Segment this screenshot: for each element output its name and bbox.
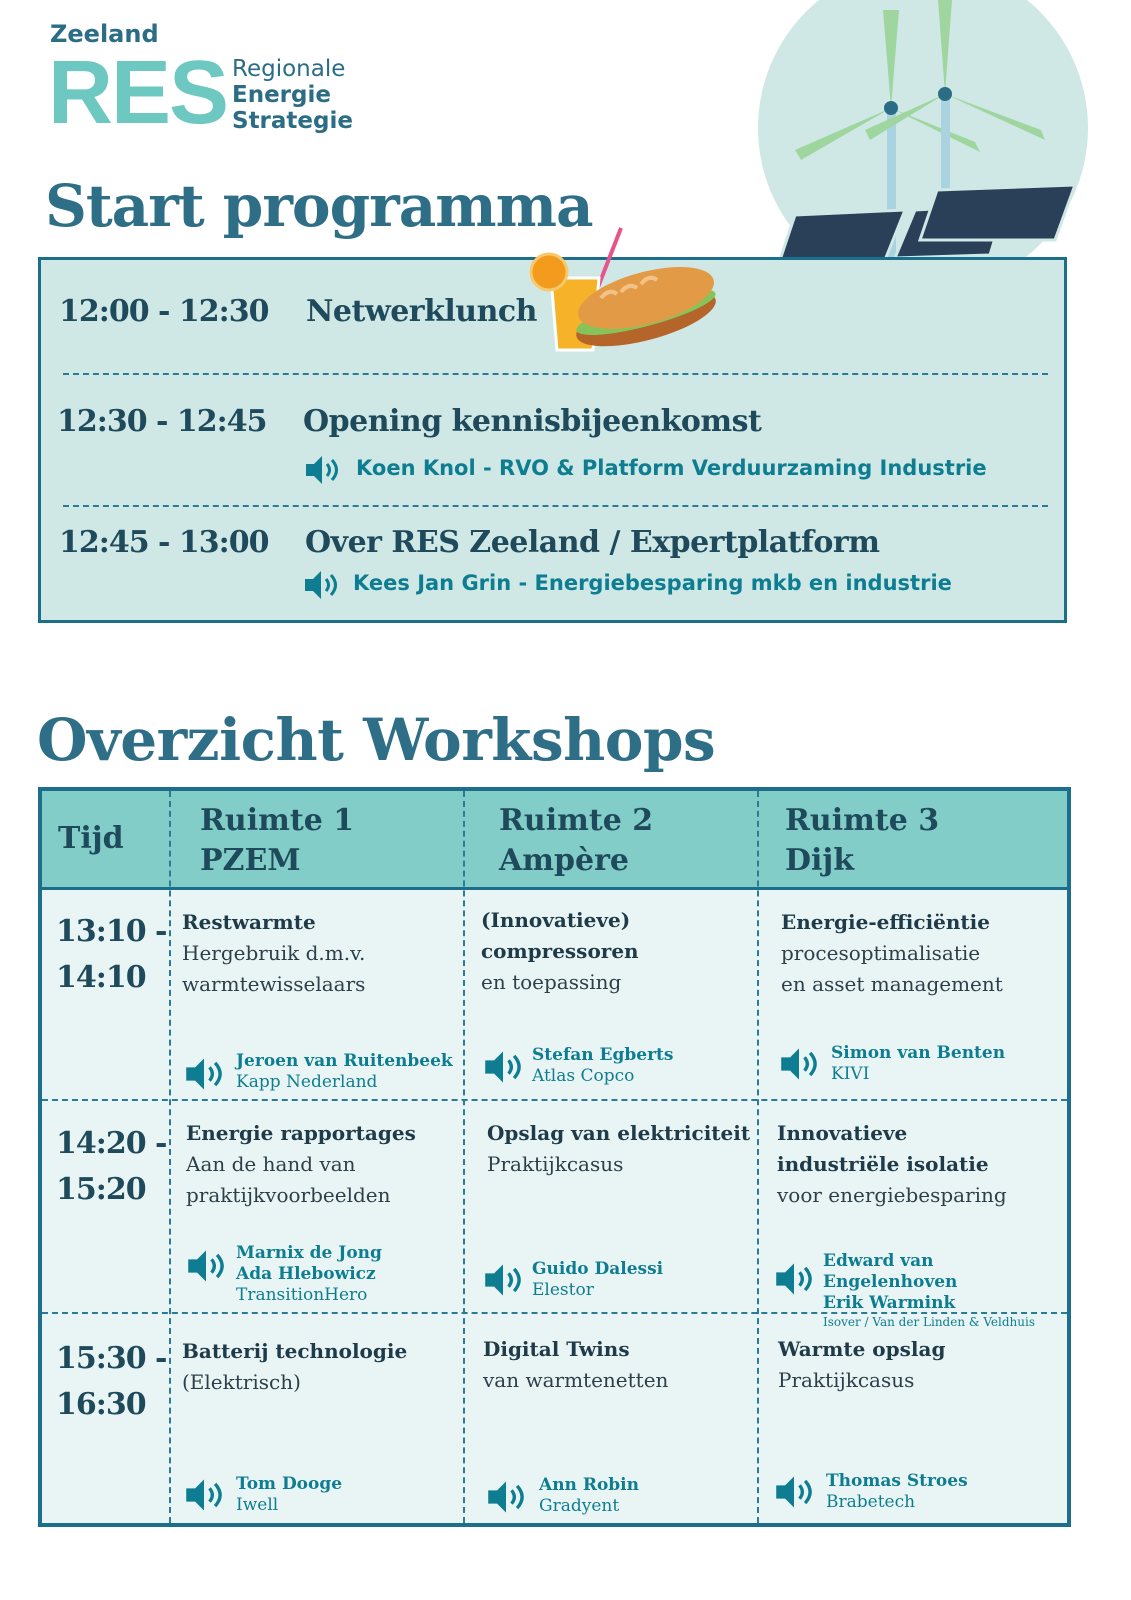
header-ruimte-3 xyxy=(785,801,939,881)
workshop-description: en asset management xyxy=(781,972,1003,996)
speaker-icon xyxy=(774,1472,814,1512)
row-1-time xyxy=(56,909,166,1001)
workshop-title: Restwarmte xyxy=(182,910,316,934)
speaker-organisation: Elestor xyxy=(532,1280,594,1300)
speaker-name: Tom Dooge xyxy=(236,1474,343,1494)
row-1-time-start: 13:10 - xyxy=(56,914,167,949)
header-ruimte-3-room: Dijk xyxy=(785,843,855,878)
workshop-speaker-r1-c1 xyxy=(236,1051,453,1093)
speaker-name: Simon van Benten xyxy=(831,1043,1006,1063)
speaker-organisation: KIVI xyxy=(831,1064,870,1084)
speaker-icon xyxy=(483,1260,523,1300)
row-2-time-start: 14:20 - xyxy=(56,1126,167,1161)
header-ruimte-1-name: Ruimte 1 xyxy=(200,803,355,838)
solar-panel-1 xyxy=(780,210,905,260)
workshop-cell-r3-c2 xyxy=(483,1334,758,1396)
speaker-icon xyxy=(304,452,340,488)
workshop-cell-r1-c3 xyxy=(781,907,1061,1000)
row-3-time-end: 16:30 xyxy=(56,1387,146,1422)
row-1-time-end: 14:10 xyxy=(56,960,146,995)
row-divider-1 xyxy=(42,1099,1067,1101)
speaker-organisation: Brabetech xyxy=(826,1492,916,1512)
workshop-title: Opslag van elektriciteit xyxy=(487,1121,751,1145)
header-ruimte-2 xyxy=(499,801,653,881)
speaker-name: Ann Robin xyxy=(539,1475,639,1495)
speaker-name: Erik Warmink xyxy=(823,1293,956,1313)
workshops-table xyxy=(38,787,1071,1527)
solar-panel-3 xyxy=(920,185,1075,240)
start-programma-box xyxy=(38,257,1067,623)
workshop-title: Energie-efficiëntie xyxy=(781,910,990,934)
workshop-speaker-r3-c3 xyxy=(826,1471,968,1513)
workshops-table-header xyxy=(42,791,1067,890)
workshop-cell-r2-c3 xyxy=(777,1118,1062,1211)
prog-title-2: Opening kennisbijeenkomst xyxy=(303,404,762,439)
speaker-icon xyxy=(184,1475,224,1515)
logo-subtitle-line3: Strategie xyxy=(232,108,353,134)
header-tijd: Tijd xyxy=(58,821,124,856)
speaker-name: Thomas Stroes xyxy=(826,1471,968,1491)
speaker-icon xyxy=(303,567,339,603)
header-ruimte-2-room: Ampère xyxy=(499,843,629,878)
row-2-time xyxy=(56,1121,166,1213)
header-ruimte-1 xyxy=(200,801,354,881)
workshop-cell-r1-c1 xyxy=(182,907,457,1000)
speaker-name: Ada Hlebowicz xyxy=(236,1264,376,1284)
row-3-time xyxy=(56,1336,166,1428)
prog-divider-1 xyxy=(63,373,1048,375)
logo-subtitle-line2: Energie xyxy=(232,82,331,108)
logo-subtitle xyxy=(232,56,353,134)
workshop-title: Innovatieve xyxy=(777,1121,908,1145)
workshop-description: (Elektrisch) xyxy=(182,1370,301,1394)
workshop-description: praktijkvoorbeelden xyxy=(186,1183,391,1207)
workshop-speaker-r2-c2 xyxy=(532,1259,663,1301)
workshop-description: procesoptimalisatie xyxy=(781,941,981,965)
workshop-title: Energie rapportages xyxy=(186,1121,416,1145)
workshop-speaker-r3-c1 xyxy=(236,1474,342,1516)
workshop-title-line2: industriële isolatie xyxy=(777,1152,989,1176)
speaker-organisation: Iwell xyxy=(236,1495,279,1515)
start-programma-title: Start programma xyxy=(45,172,593,240)
turbine-hub-left xyxy=(884,101,898,115)
workshop-description: Hergebruik d.m.v. xyxy=(182,941,366,965)
speaker-name: Marnix de Jong xyxy=(236,1243,382,1263)
lunch-icon xyxy=(521,220,721,355)
workshop-cell-r3-c3 xyxy=(778,1334,1058,1396)
speaker-name: Jeroen van Ruitenbeek xyxy=(236,1051,453,1071)
speaker-organisation: Kapp Nederland xyxy=(236,1072,378,1092)
speaker-organisation: Gradyent xyxy=(539,1496,620,1516)
workshop-description: voor energiebesparing xyxy=(777,1183,1007,1207)
logo-subtitle-line1: Regionale xyxy=(232,56,346,82)
speaker-organisation: TransitionHero xyxy=(236,1285,368,1305)
workshop-speaker-r1-c3 xyxy=(831,1043,1005,1085)
speaker-icon xyxy=(486,1477,526,1517)
workshop-cell-r1-c2 xyxy=(481,905,756,998)
turbine-hub-right xyxy=(938,87,952,101)
prog-time-2: 12:30 - 12:45 xyxy=(57,404,267,439)
workshop-speaker-r3-c2 xyxy=(539,1475,639,1517)
header-ruimte-1-room: PZEM xyxy=(200,843,301,878)
speaker-name: Edward van Engelenhoven xyxy=(823,1251,958,1292)
workshop-title: (Innovatieve) xyxy=(481,908,631,932)
workshop-description: Praktijkcasus xyxy=(487,1152,624,1176)
speaker-icon xyxy=(184,1054,224,1094)
header-ruimte-3-name: Ruimte 3 xyxy=(785,803,940,838)
workshop-cell-r2-c2 xyxy=(487,1118,762,1180)
logo-region-label: Zeeland xyxy=(50,20,159,48)
workshop-cell-r2-c1 xyxy=(186,1118,461,1211)
workshop-title: Digital Twins xyxy=(483,1337,630,1361)
prog-title-3: Over RES Zeeland / Expertplatform xyxy=(305,525,880,560)
column-divider-1 xyxy=(169,791,171,1523)
column-divider-2 xyxy=(463,791,465,1523)
logo-acronym: RES xyxy=(48,43,228,143)
prog-speaker-3: Kees Jan Grin - Energiebesparing mkb en industrie xyxy=(353,571,952,595)
prog-speaker-2: Koen Knol - RVO & Platform Verduurzaming Industrie xyxy=(356,456,987,480)
speaker-icon xyxy=(483,1047,523,1087)
workshop-description: Aan de hand van xyxy=(186,1152,356,1176)
orange-slice xyxy=(531,254,567,290)
prog-divider-2 xyxy=(63,505,1048,507)
speaker-icon xyxy=(779,1044,819,1084)
speaker-organisation: Atlas Copco xyxy=(532,1066,635,1086)
workshop-description: Praktijkcasus xyxy=(778,1368,915,1392)
speaker-name: Guido Dalessi xyxy=(532,1259,664,1279)
header-ruimte-2-name: Ruimte 2 xyxy=(499,803,654,838)
prog-time-3: 12:45 - 13:00 xyxy=(59,525,269,560)
row-2-time-end: 15:20 xyxy=(56,1172,146,1207)
workshop-speaker-r1-c2 xyxy=(532,1045,673,1087)
speaker-icon xyxy=(186,1246,226,1286)
row-3-time-start: 15:30 - xyxy=(56,1341,167,1376)
workshop-speaker-r2-c1 xyxy=(236,1243,382,1306)
workshop-speaker-r2-c3 xyxy=(823,1251,1067,1330)
workshop-title: Batterij technologie xyxy=(182,1339,408,1363)
workshop-title: Warmte opslag xyxy=(778,1337,946,1361)
prog-title-1: Netwerklunch xyxy=(306,294,537,329)
prog-time-1: 12:00 - 12:30 xyxy=(59,294,269,329)
workshop-description: en toepassing xyxy=(481,970,622,994)
workshops-title: Overzicht Workshops xyxy=(37,706,716,774)
workshop-title-line2: compressoren xyxy=(481,939,639,963)
speaker-icon xyxy=(774,1259,814,1299)
speaker-name: Stefan Egberts xyxy=(532,1045,674,1065)
workshop-cell-r3-c1 xyxy=(182,1336,457,1398)
speaker-organisation: Isover / Van der Linden & Veldhuis xyxy=(823,1315,1036,1329)
wind-solar-illustration xyxy=(755,0,1095,260)
workshop-description: van warmtenetten xyxy=(483,1368,669,1392)
workshop-description: warmtewisselaars xyxy=(182,972,366,996)
